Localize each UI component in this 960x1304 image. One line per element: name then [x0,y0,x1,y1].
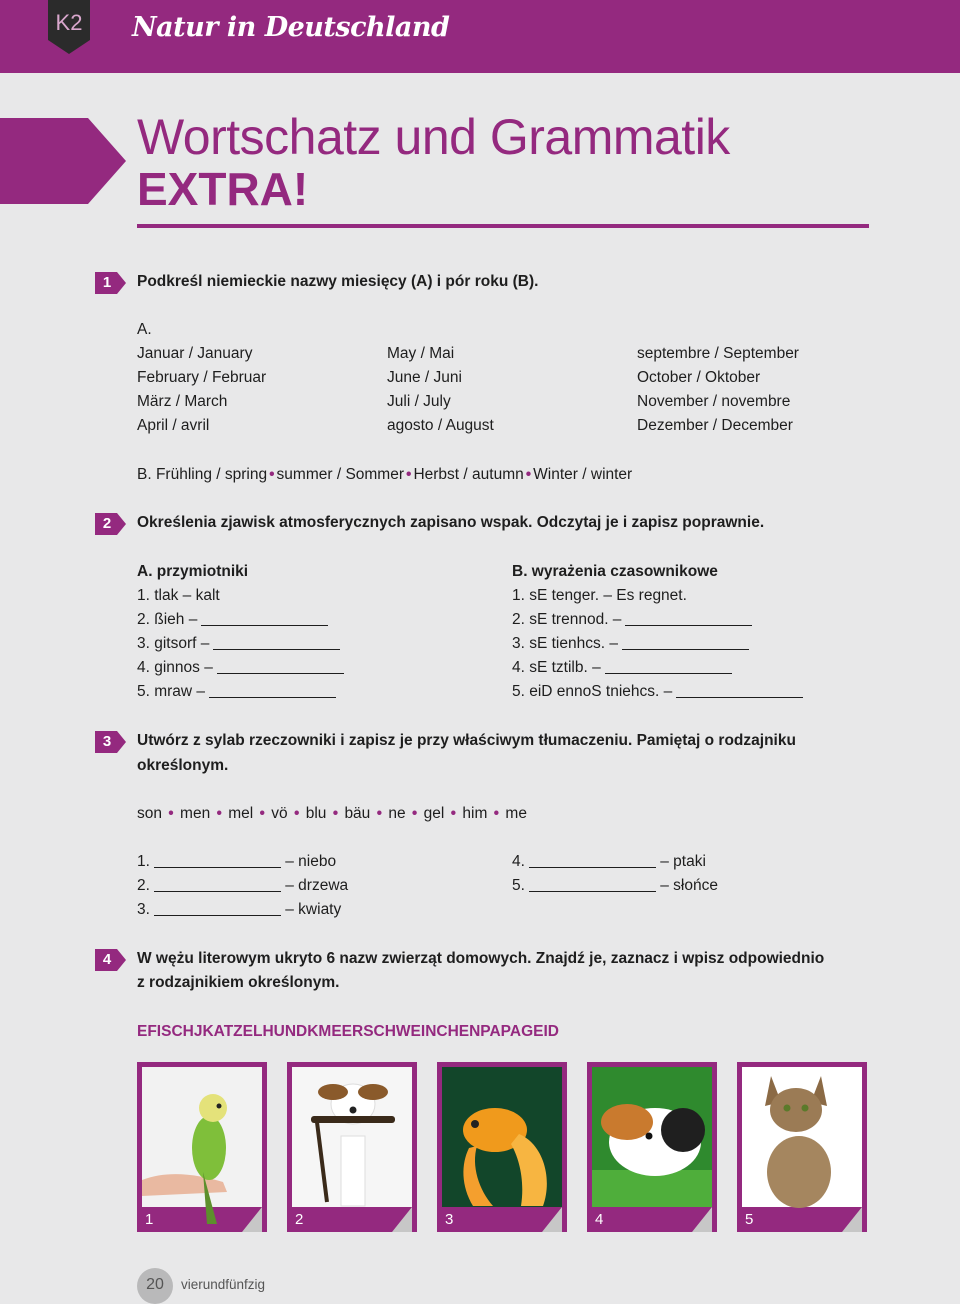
bullet-icon: • [406,466,412,483]
syllable: him [462,805,488,822]
bullet-icon: • [446,805,461,822]
photo-card-goldfish [437,1062,567,1232]
month-pair: November / novembre [637,393,791,410]
syllable: me [505,805,527,822]
answer-blank[interactable] [622,649,749,650]
photo-label: 4 [595,1211,604,1228]
answer-blank[interactable] [625,625,752,626]
answer-blank[interactable] [217,673,344,674]
answer-item: 3. gitsorf – [137,635,340,653]
answer-blank[interactable] [529,891,656,892]
title-rule [137,224,869,228]
answer-blank[interactable] [154,867,281,868]
season-pair: Winter / winter [533,466,633,483]
syllable: mel [228,805,254,822]
answer-blank[interactable] [529,867,656,868]
photo-label: 1 [145,1211,154,1228]
syllable: vö [271,805,288,822]
exercise-1-a-label: A. [137,321,152,338]
month-pair: April / avril [137,417,210,434]
page-title: Wortschatz und Grammatik [137,109,730,165]
month-pair: October / Oktober [637,369,761,386]
answer-item: 1. sE tenger. – Es regnet. [512,587,687,604]
exercise-4-instruction-line1: W wężu literowym ukryto 6 nazw zwierząt domowych. Znajdź je, zaznacz i wpisz odpowiednio [137,950,825,967]
answer-item: 5. eiD ennoS tniehcs. – [512,683,803,701]
goldfish-photo-icon [437,1062,567,1232]
answer-blank[interactable] [154,915,281,916]
photo-card-dog [287,1062,417,1232]
answer-blank[interactable] [209,697,336,698]
bullet-icon: • [164,805,179,822]
month-pair: agosto / August [387,417,494,434]
photo-label: 5 [745,1211,754,1228]
translation-item: 4. – ptaki [512,853,706,870]
exercise-2-b-heading: B. wyrażenia czasownikowe [512,563,718,580]
page-number: 20 [146,1276,164,1293]
answer-item: 1. tlak – kalt [137,587,220,604]
bullet-icon: • [372,805,387,822]
budgie-photo-icon [137,1062,267,1232]
bullet-icon: • [525,466,532,483]
month-pair: septembre / September [637,345,799,362]
exercise-number-2: 2 [95,513,127,535]
chapter-code: K2 [55,10,83,35]
page-subtitle: EXTRA! [137,163,309,215]
cat-photo-icon [737,1062,867,1232]
bullet-icon: • [212,805,227,822]
syllable: son [137,805,162,822]
title-arrow-icon [0,118,126,204]
bullet-icon: • [289,805,304,822]
answer-item: 2. ßieh – [137,611,328,629]
exercise-4-instruction-line2: z rodzajnikiem określonym. [137,974,340,991]
translation-item: 1. – niebo [137,853,337,870]
syllable: gel [423,805,445,822]
bullet-icon: • [407,805,422,822]
photo-card-budgie [137,1062,267,1232]
exercise-1-instruction: Podkreśl niemieckie nazwy miesięcy (A) i pór roku (B). [137,273,539,290]
syllable: blu [305,805,327,822]
answer-blank[interactable] [154,891,281,892]
exercise-number-3: 3 [95,731,127,753]
syllables-line [137,805,527,823]
translation-item: 5. – słońce [512,877,718,894]
month-pair: May / Mai [387,345,455,362]
exercise-2-a-heading: A. przymiotniki [137,563,249,580]
bullet-icon: • [255,805,270,822]
bullet-icon: • [328,805,343,822]
syllable: bäu [344,805,371,822]
month-pair: Januar / January [137,345,253,362]
answer-item: 4. ginnos – [137,659,344,677]
answer-blank[interactable] [605,673,732,674]
chapter-tab [48,0,90,54]
exercise-2-instruction: Określenia zjawisk atmosferycznych zapisano wspak. Odczytaj je i zapisz poprawnie. [137,514,765,531]
month-pair: Juli / July [387,393,451,410]
month-pair: Dezember / December [637,417,793,434]
translation-item: 2. – drzewa [137,877,349,894]
answer-blank[interactable] [201,625,328,626]
exercise-3-instruction-line2: określonym. [137,757,229,774]
exercise-number-4: 4 [95,949,127,971]
season-pair: summer / Sommer [276,466,405,483]
syllable: ne [388,805,406,822]
answer-blank[interactable] [213,649,340,650]
letter-snake[interactable]: EFISCHJKATZELHUNDKMEERSCHWEINCHENPAPAGEID [137,1023,559,1040]
dog-photo-icon [287,1062,417,1232]
photo-card-cat [737,1062,867,1232]
month-pair: February / Februar [137,369,267,386]
answer-item: 3. sE tienhcs. – [512,635,749,653]
answer-blank[interactable] [676,697,803,698]
answer-item: 5. mraw – [137,683,336,701]
month-pair: März / March [137,393,228,410]
photo-label: 2 [295,1211,304,1228]
syllable: men [180,805,211,822]
exercise-number-1: 1 [95,272,127,294]
chapter-title: Natur in Deutschland [132,12,450,43]
answer-item: 2. sE trennod. – [512,611,752,629]
answer-item: 4. sE tztilb. – [512,659,732,677]
translation-item: 3. – kwiaty [137,901,342,918]
season-pair: Frühling / spring [155,466,268,483]
season-pair: Herbst / autumn [413,466,524,483]
month-pair: June / Juni [387,369,462,386]
page-number-word: vierundfünfzig [181,1277,266,1292]
seasons-line [137,466,632,484]
guinea-pig-photo-icon [587,1062,717,1232]
photo-label: 3 [445,1211,454,1228]
exercise-1-b-label: B. [137,466,152,483]
bullet-icon: • [269,466,275,483]
bullet-icon: • [489,805,504,822]
photo-card-guinea-pig [587,1062,717,1232]
exercise-3-instruction-line1: Utwórz z sylab rzeczowniki i zapisz je przy właściwym tłumaczeniu. Pamiętaj o rodzajniku [137,732,796,749]
